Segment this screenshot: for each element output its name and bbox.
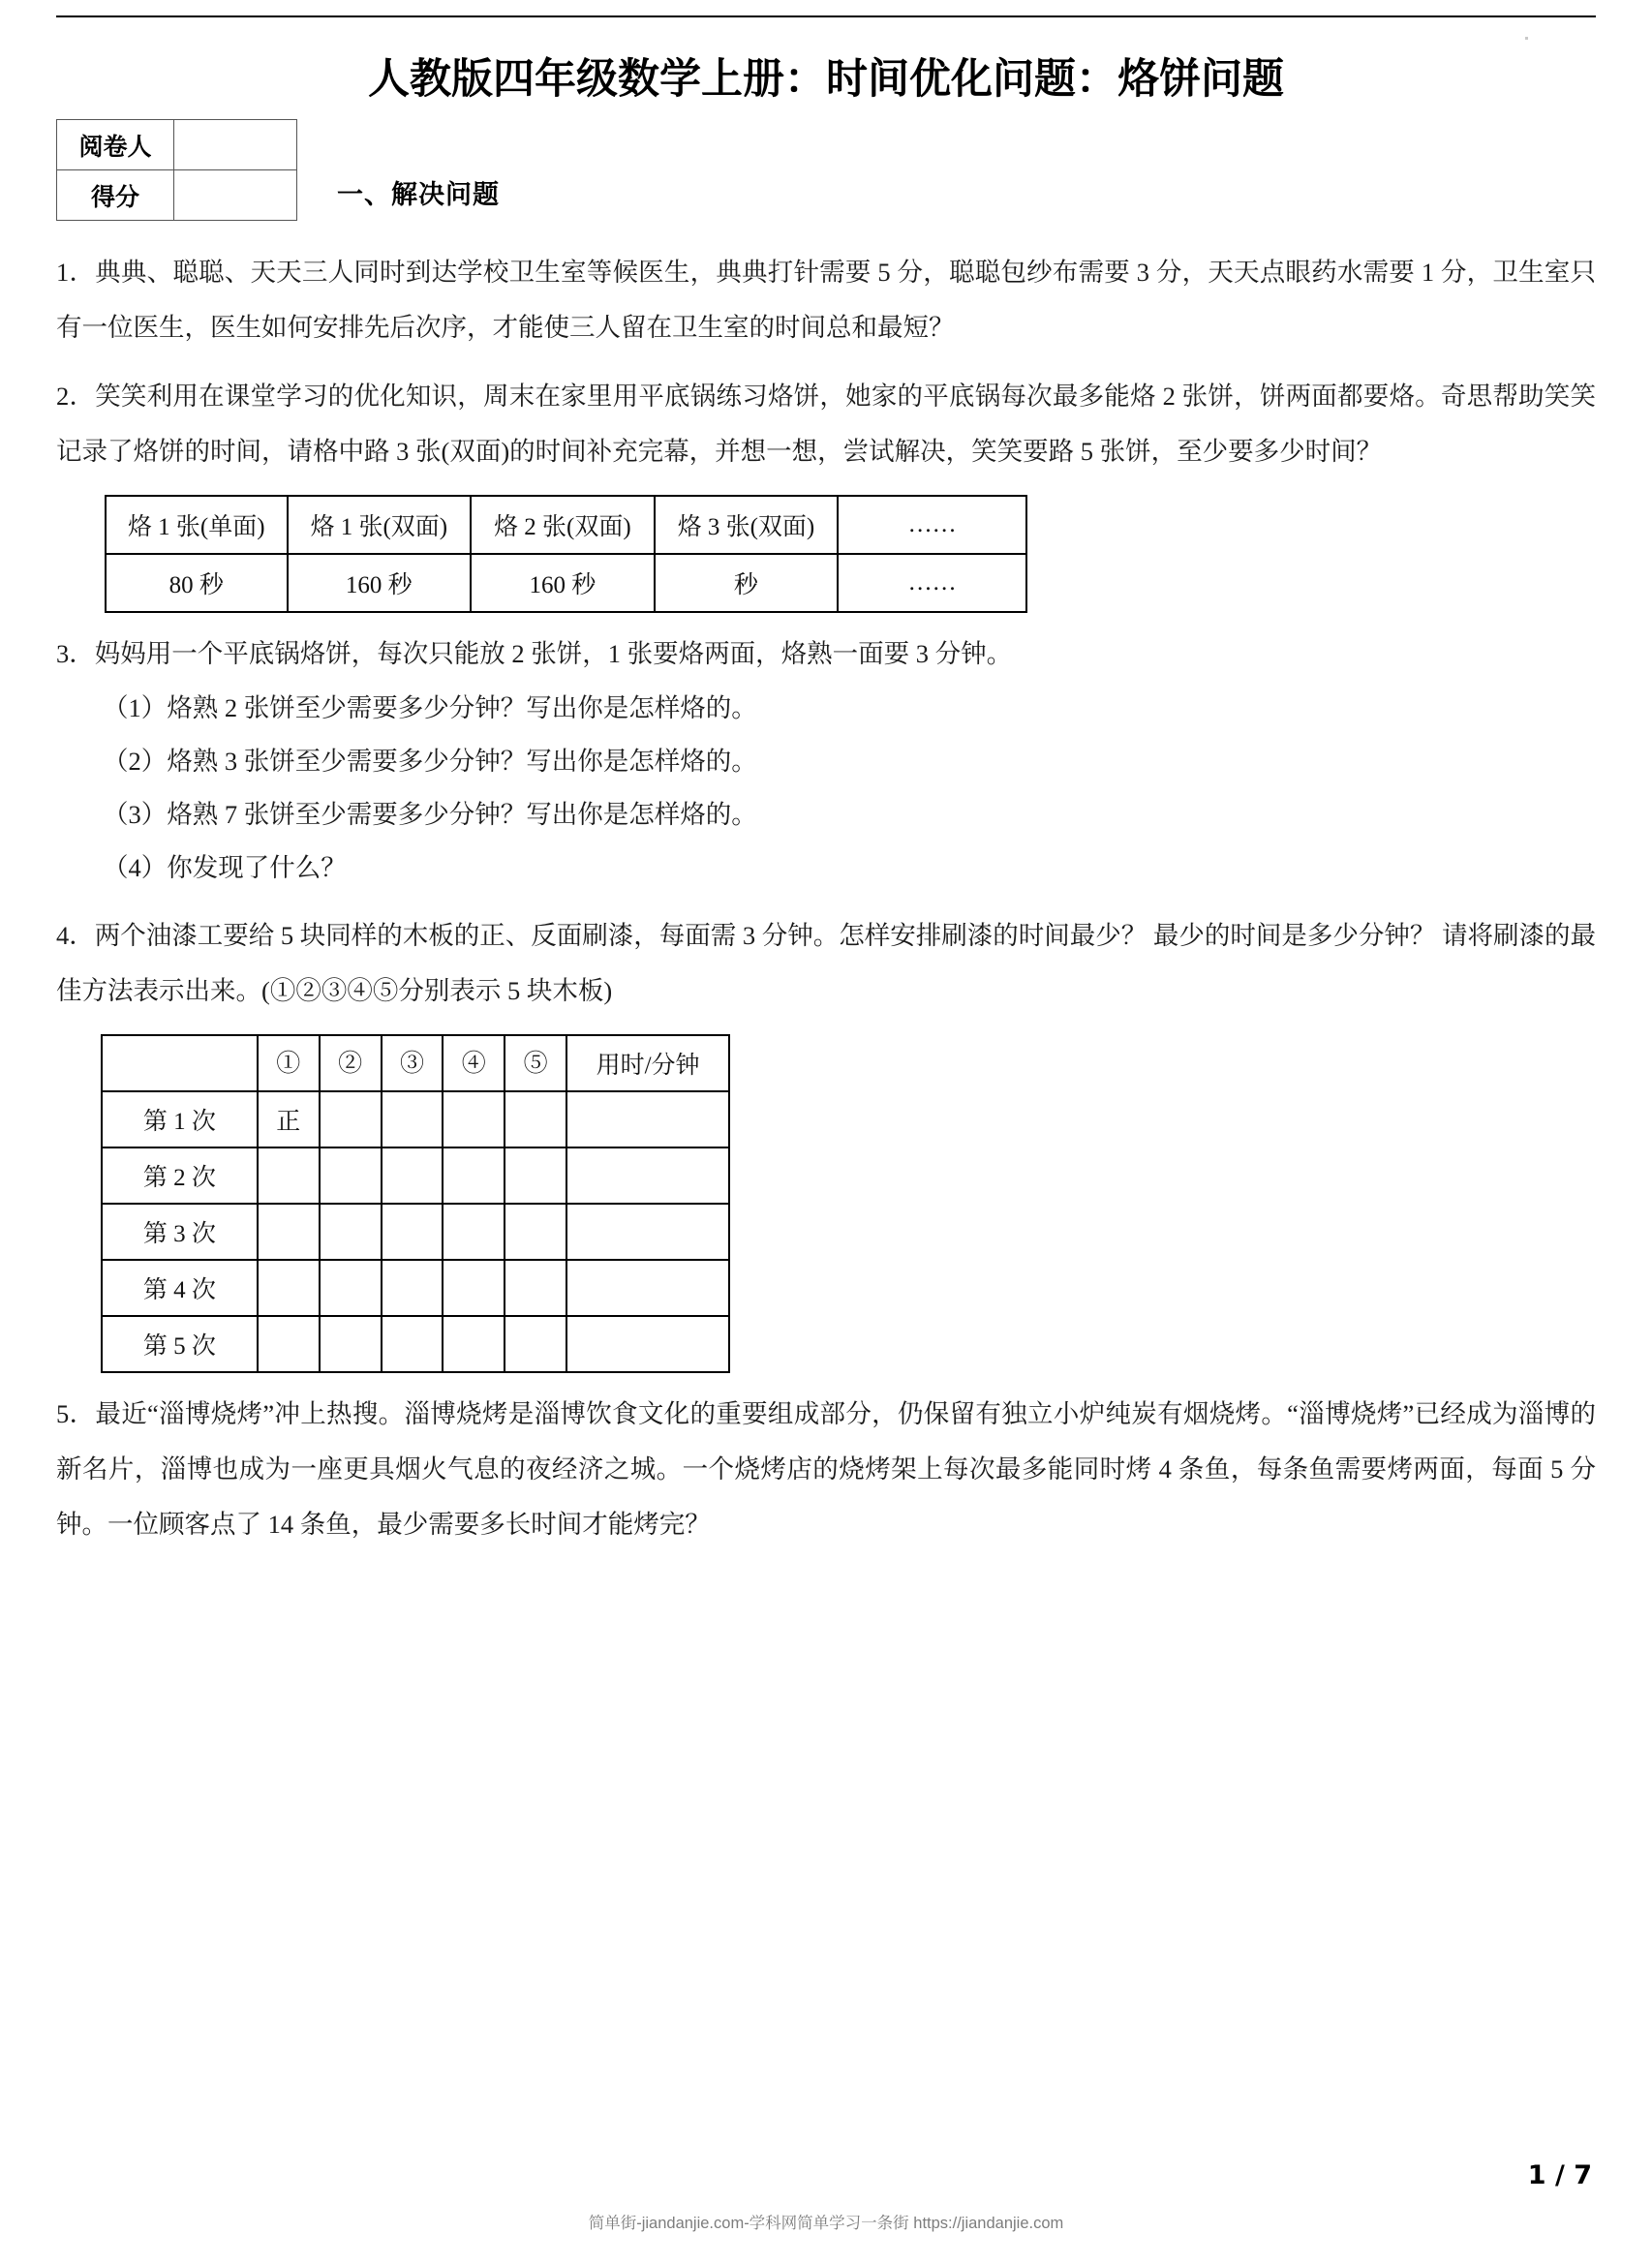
paint-cell-r4c1[interactable] [258, 1260, 320, 1316]
paint-cell-r3c4[interactable] [443, 1204, 505, 1260]
pancake-time-table [105, 495, 1027, 613]
paint-row-label-3: 第 3 次 [102, 1204, 258, 1260]
page-title: 人教版四年级数学上册：时间优化问题：烙饼问题 [368, 55, 1284, 104]
table-row [102, 1204, 729, 1260]
grader-row-score [57, 170, 297, 221]
header-rule [56, 15, 1596, 17]
grader-value-reviewer[interactable] [174, 120, 297, 170]
paint-header-board-2: ② [320, 1035, 382, 1091]
grader-box [56, 119, 297, 221]
paint-cell-r1-duration[interactable] [566, 1091, 729, 1147]
pancake-header-cell-2: 烙 1 张(双面) [288, 496, 472, 554]
paint-schedule-table-wrapper [56, 1034, 1596, 1373]
pancake-header-row [106, 496, 1026, 554]
pancake-value-row [106, 554, 1026, 612]
table-row [102, 1260, 729, 1316]
paint-cell-r5c5[interactable] [505, 1316, 566, 1372]
grader-row-reviewer [57, 120, 297, 170]
paint-cell-r1c4[interactable] [443, 1091, 505, 1147]
paint-row-label-4: 第 4 次 [102, 1260, 258, 1316]
pancake-time-table-wrapper [56, 495, 1596, 613]
paint-row-label-2: 第 2 次 [102, 1147, 258, 1204]
paint-cell-r2c1[interactable] [258, 1147, 320, 1204]
paint-cell-r4c5[interactable] [505, 1260, 566, 1316]
paint-cell-r4-duration[interactable] [566, 1260, 729, 1316]
question-3-subitem-1: （1）烙熟 2 张饼至少需要多少分钟？写出你是怎样烙的。 [103, 693, 757, 722]
pancake-header-cell-5: …… [838, 496, 1026, 554]
table-row [102, 1091, 729, 1147]
paint-cell-r2-duration[interactable] [566, 1147, 729, 1204]
paint-header-board-5: ⑤ [505, 1035, 566, 1091]
paint-cell-r3c1[interactable] [258, 1204, 320, 1260]
question-3-text: 3．妈妈用一个平底锅烙饼，每次只能放 2 张饼，1 张要烙两面，烙熟一面要 3 分钟。 [56, 639, 1013, 668]
paint-cell-r5c2[interactable] [320, 1316, 382, 1372]
paint-header-row [102, 1035, 729, 1091]
page-number: 1 / 7 [1527, 2160, 1592, 2190]
grader-and-section-row [56, 119, 1596, 239]
table-row [102, 1147, 729, 1204]
paint-cell-r3c3[interactable] [382, 1204, 444, 1260]
paint-cell-r1c1[interactable]: 正 [258, 1091, 320, 1147]
pancake-value-cell-1: 80 秒 [106, 554, 288, 612]
question-4-text: 4．两个油漆工要给 5 块同样的木板的正、反面刷漆，每面需 3 分钟。怎样安排刷漆的时间最少？ 最少的时间是多少分钟？ 请将刷漆的最佳方法表示出来。(①②③④⑤分别表示 5 块木板) [56, 921, 1596, 1005]
question-3-subitem-3: （3）烙熟 7 张饼至少需要多少分钟？写出你是怎样烙的。 [103, 800, 757, 829]
paint-cell-r3c2[interactable] [320, 1204, 382, 1260]
paint-cell-r3-duration[interactable] [566, 1204, 729, 1260]
paint-cell-r1c5[interactable] [505, 1091, 566, 1147]
paint-header-corner [102, 1035, 258, 1091]
footer-credit: 简单街-jiandanjie.com-学科网简单学习一条街 https://jiandanjie.com [588, 2215, 1064, 2232]
paint-cell-r5c3[interactable] [382, 1316, 444, 1372]
table-row [102, 1316, 729, 1372]
page-mark [1525, 37, 1528, 40]
paint-cell-r2c2[interactable] [320, 1147, 382, 1204]
paint-cell-r2c4[interactable] [443, 1147, 505, 1204]
paint-cell-r2c5[interactable] [505, 1147, 566, 1204]
paint-cell-r5c4[interactable] [443, 1316, 505, 1372]
pancake-value-cell-5: …… [838, 554, 1026, 612]
paint-cell-r1c3[interactable] [382, 1091, 444, 1147]
paint-cell-r5-duration[interactable] [566, 1316, 729, 1372]
paint-cell-r2c3[interactable] [382, 1147, 444, 1204]
pancake-header-cell-1: 烙 1 张(单面) [106, 496, 288, 554]
paint-header-board-4: ④ [443, 1035, 505, 1091]
paint-header-duration: 用时/分钟 [566, 1035, 729, 1091]
pancake-value-cell-3: 160 秒 [471, 554, 655, 612]
grader-value-score[interactable] [174, 170, 297, 221]
paint-cell-r4c2[interactable] [320, 1260, 382, 1316]
paint-row-label-1: 第 1 次 [102, 1091, 258, 1147]
question-5-text: 5．最近“淄博烧烤”冲上热搜。淄博烧烤是淄博饮食文化的重要组成部分，仍保留有独立小炉纯炭有烟烧烤。“淄博烧烤”已经成为淄博的新名片，淄博也成为一座更具烟火气息的夜经济之城。一个烧烤店的烧烤架上每次最多能同时烤 4 条鱼，每条鱼需要烤两面，每面 5 分钟。一位顾客点了 14 条鱼，最少需要多长时间才能烤完？ [56, 1399, 1596, 1539]
grader-label-reviewer: 阅卷人 [57, 120, 174, 170]
question-3-subitem-4: （4）你发现了什么？ [103, 853, 347, 882]
paint-row-label-5: 第 5 次 [102, 1316, 258, 1372]
paint-header-board-1: ① [258, 1035, 320, 1091]
question-1-text: 1．典典、聪聪、天天三人同时到达学校卫生室等候医生，典典打针需要 5 分，聪聪包纱布需要 3 分，天天点眼药水需要 1 分，卫生室只有一位医生，医生如何安排先后次序，才能使三人留在卫生室的时间总和最短？ [56, 258, 1596, 342]
paint-header-board-3: ③ [382, 1035, 444, 1091]
paint-cell-r1c2[interactable] [320, 1091, 382, 1147]
paint-cell-r4c4[interactable] [443, 1260, 505, 1316]
question-3-subitem-2: （2）烙熟 3 张饼至少需要多少分钟？写出你是怎样烙的。 [103, 747, 757, 776]
pancake-header-cell-3: 烙 2 张(双面) [471, 496, 655, 554]
paint-cell-r3c5[interactable] [505, 1204, 566, 1260]
paint-schedule-table [101, 1034, 730, 1373]
pancake-value-cell-2: 160 秒 [288, 554, 472, 612]
pancake-header-cell-4: 烙 3 张(双面) [655, 496, 838, 554]
paint-cell-r5c1[interactable] [258, 1316, 320, 1372]
pancake-value-cell-4-blank[interactable]: 秒 [655, 554, 838, 612]
paint-cell-r4c3[interactable] [382, 1260, 444, 1316]
section-heading: 一、解决问题 [337, 180, 500, 210]
grader-label-score: 得分 [57, 170, 174, 221]
question-2-text: 2．笑笑利用在课堂学习的优化知识，周末在家里用平底锅练习烙饼，她家的平底锅每次最多能烙 2 张饼，饼两面都要烙。奇思帮助笑笑记录了烙饼的时间，请格中路 3 张(双面)的时间补充完幕，并想一想，尝试解决，笑笑要路 5 张饼，至少要多少时间？ [56, 382, 1596, 466]
